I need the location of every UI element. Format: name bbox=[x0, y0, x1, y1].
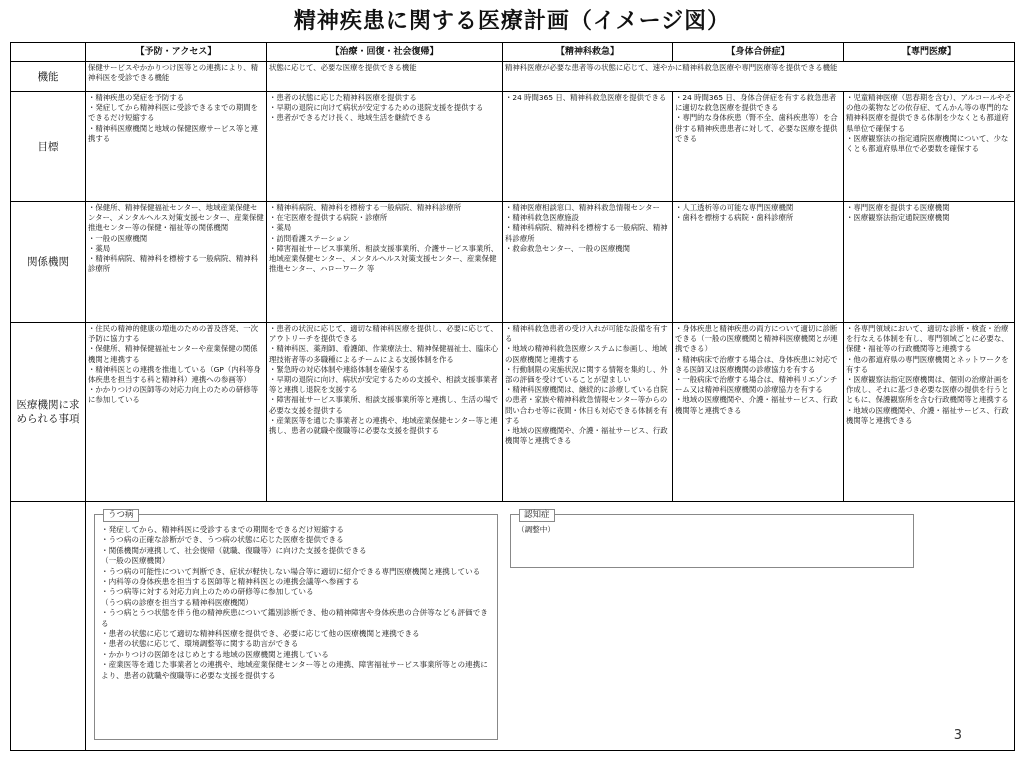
list-item: ・24 時間365 日、身体合併症を有する救急患者に適切な救急医療を提供できる bbox=[675, 93, 837, 113]
list-item: ・精神医療相談窓口、精神科救急情報センター bbox=[505, 203, 660, 212]
row-label-organizations: 関係機関 bbox=[11, 202, 86, 323]
cell-goal-emergency bbox=[503, 92, 673, 202]
list-item: ・早期の退院に向けて病状が安定するための退院支援を提供する bbox=[269, 103, 484, 113]
list-item: ・かかりつけの医師等の対応力向上のための研修等に参加している bbox=[88, 385, 258, 405]
depression-box bbox=[94, 510, 498, 740]
cell-req-emergency bbox=[503, 323, 673, 502]
list-item: ・精神科病院、精神科を標榜する一般病院、精神科診療所 bbox=[88, 254, 258, 274]
list-item: ・精神科医との連携を推進している（GP（内科等身体疾患を担当する科と精神科）連携への参画等） bbox=[88, 364, 261, 385]
list-item: ・24 時間365 日、精神科救急医療を提供できる bbox=[505, 93, 667, 102]
list-item: ・発症してから精神科医に受診できるまでの期間をできるだけ短縮する bbox=[88, 103, 258, 123]
list-item: ・児童精神医療（思春期を含む）、アルコールやその他の薬物などの依存症、てんかん等の専門的な精神科医療を提供できる体制を少なくとも都道府県単位で確保する bbox=[846, 93, 1012, 133]
cell-req-prevention bbox=[86, 323, 267, 502]
medical-plan-table bbox=[10, 42, 1015, 751]
cell-req-treatment bbox=[267, 323, 503, 502]
cell-goal-prevention bbox=[86, 92, 267, 202]
row-label-goal: 目標 bbox=[11, 92, 86, 202]
cell-goal-comorbidity bbox=[673, 92, 844, 202]
list-item: （調整中） bbox=[517, 525, 555, 534]
cell-org-prevention bbox=[86, 202, 267, 323]
page-number: 3 bbox=[953, 728, 962, 743]
list-item: ・精神科医療機関と地域の保健医療サービス等と連携する bbox=[88, 123, 258, 143]
cell-org-specialized bbox=[844, 202, 1015, 323]
list-item: ・早期の退院に向け、病状が安定するための支援や、相談支援事業者等と連携し退院を支援する bbox=[269, 375, 498, 395]
list-item: ・薬局 bbox=[269, 223, 292, 233]
list-item: ・患者の状態に応じて適切な精神科医療を提供でき、必要に応じて他の医療機関と連携できる bbox=[101, 629, 420, 639]
row-function bbox=[11, 62, 1015, 92]
header-corner bbox=[11, 43, 86, 62]
list-item: ・精神科病院、精神科を標榜する一般病院、精神科診療所 bbox=[269, 203, 462, 212]
list-item: ・専門的な身体疾患（腎不全、歯科疾患等）を合併する精神疾患患者に対して、必要な医療を提供できる bbox=[675, 113, 838, 143]
row-label-function: 機能 bbox=[11, 62, 86, 92]
list-item: ・一般病床で治療する場合は、精神科リエゾンチーム又は精神科医療機関の診療協力を有する bbox=[675, 375, 838, 395]
list-item: ・在宅医療を提供する病院・診療所 bbox=[269, 213, 388, 223]
list-item: ・患者ができるだけ長く、地域生活を継続できる bbox=[269, 113, 432, 123]
list-item: ・うつ病等に対する対応力向上のための研修等に参加している bbox=[101, 587, 314, 597]
row-label-empty bbox=[11, 502, 86, 751]
list-item: （うつ病の診療を担当する精神科医療機関） bbox=[101, 597, 253, 607]
row-requirements bbox=[11, 323, 1015, 502]
cell-org-emergency bbox=[503, 202, 673, 323]
row-organizations bbox=[11, 202, 1015, 323]
list-item: ・各専門領域において、適切な診断・検査・治療を行なえる体制を有し、専門領域ごとに必要な、保健・福祉等の行政機関等と連携する bbox=[846, 324, 1009, 354]
cell-org-treatment bbox=[267, 202, 503, 323]
cell-req-comorbidity bbox=[673, 323, 844, 502]
list-item: ・緊急時の対応体制や連絡体制を確保する bbox=[269, 364, 410, 374]
list-item: ・医療観察法指定通院医療機関 bbox=[846, 213, 950, 223]
list-item: ・地域の医療機関や、介護・福祉サービス、行政機関等と連携できる bbox=[675, 395, 838, 415]
list-item: ・内科等の身体疾患を担当する医師等と精神科医との連携会議等へ参画する bbox=[101, 577, 360, 587]
list-item: （一般の医療機関） bbox=[101, 556, 170, 566]
cell-goal-treatment bbox=[267, 92, 503, 202]
list-item: ・薬局 bbox=[88, 243, 111, 253]
list-item: ・精神科救急患者の受け入れが可能な設備を有する bbox=[505, 324, 668, 344]
list-item: ・発症してから、精神科医に受診するまでの期間をできるだけ短縮する bbox=[101, 525, 344, 534]
list-item: ・患者の状態に応じて、環境調整等に関する助言ができる bbox=[101, 639, 299, 649]
cell-goal-specialized bbox=[844, 92, 1015, 202]
list-item: ・保健所、精神保健福祉センター、地域産業保健センター、メンタルヘルス対策支援センター、産業保健推進センター等の保健・福祉等の関係機関 bbox=[88, 203, 264, 233]
list-item: ・障害福祉サービス事業所、相談支援事業所、介護サービス事業所、地域産業保健センター、メンタルヘルス対策支援センター、産業保健推進センター、ハローワーク 等 bbox=[269, 243, 499, 274]
page-title: 精神疾患に関する医療計画（イメージ図） bbox=[293, 9, 731, 34]
dementia-label: 認知症 bbox=[519, 509, 555, 522]
list-item: ・関係機関が連携して、社会復帰（就職、復職等）に向けた支援を提供できる bbox=[101, 545, 367, 555]
header-emergency: 【精神科救急】 bbox=[503, 43, 673, 62]
cell-org-comorbidity bbox=[673, 202, 844, 323]
list-item: ・地域の医療機関や、介護・福祉サービス、行政機関等と連携できる bbox=[505, 426, 668, 446]
list-item: ・うつ病とうつ状態を伴う他の精神疾患について鑑別診断でき、他の精神障害や身体疾患の合併等なども評価できる bbox=[101, 608, 488, 628]
row-disease-specific bbox=[11, 502, 1015, 751]
cell-func-treatment: 状態に応じて、必要な医療を提供できる機能 bbox=[267, 62, 503, 92]
cell-func-emergency-specialized: 精神科医療が必要な患者等の状態に応じて、速やかに精神科救急医療や専門医療等を提供できる機能 bbox=[503, 62, 1015, 92]
cell-func-prevention: 保健サービスやかかりつけ医等との連携により、精神科医を受診できる機能 bbox=[86, 62, 267, 92]
list-item: ・精神科救急医療施設 bbox=[505, 213, 579, 223]
row-label-requirements: 医療機関に求められる事項 bbox=[11, 323, 86, 502]
list-item: ・産業医等を通じた事業者との連携や、地域産業保健センター等と連携し、患者の就職や復職等に必要な支援を提供する bbox=[269, 415, 498, 436]
header-row bbox=[11, 43, 1015, 62]
row-goal bbox=[11, 92, 1015, 202]
list-item: ・精神科医、薬剤師、看護師、作業療法士、精神保健福祉士、臨床心理技術者等の多職種によるチームによる支援体制を作る bbox=[269, 344, 499, 364]
list-item: ・身体疾患と精神疾患の両方について適切に診断できる（一般の医療機関と精神科医療機関とが連携できる） bbox=[675, 324, 838, 354]
list-item: ・人工透析等の可能な専門医療機関 bbox=[675, 203, 794, 212]
list-item: ・訪問看護ステーション bbox=[269, 233, 350, 243]
list-item: ・産業医等を通じた事業者との連携や、地域産業保健センター等との連携、障害福祉サービス事業所等との連携により、患者の就職や復職等に必要な支援を提供する bbox=[101, 660, 488, 680]
dementia-box bbox=[510, 510, 914, 568]
list-item: ・患者の状況に応じて、適切な精神科医療を提供し、必要に応じて、アウトリーチを提供できる bbox=[269, 324, 498, 344]
list-item: ・精神科病院、精神科を標榜する一般病院、精神科診療所 bbox=[505, 223, 668, 243]
header-specialized: 【専門医療】 bbox=[844, 43, 1015, 62]
list-item: ・患者の状態に応じた精神科医療を提供する bbox=[269, 93, 417, 102]
list-item: ・うつ病の可能性について判断でき、症状が軽快しない場合等に適切に紹介できる専門医療機関と連携している bbox=[101, 566, 481, 576]
header-comorbidity: 【身体合併症】 bbox=[673, 43, 844, 62]
list-item: ・一般の医療機関 bbox=[88, 233, 148, 243]
list-item: ・専門医療を提供する医療機関 bbox=[846, 203, 950, 212]
list-item: ・保健所、精神保健福祉センターや産業保健の関係機関と連携する bbox=[88, 344, 258, 364]
list-item: ・歯科を標榜する病院・歯科診療所 bbox=[675, 213, 794, 223]
disease-specific-area bbox=[86, 502, 1015, 751]
list-item: ・かかりつけの医師をはじめとする地域の医療機関と連携している bbox=[101, 649, 329, 659]
header-treatment: 【治療・回復・社会復帰】 bbox=[267, 43, 503, 62]
list-item: ・地域の医療機関や、介護・福祉サービス、行政機関等と連携できる bbox=[846, 405, 1009, 425]
list-item: ・行動制限の実施状況に関する情報を集約し、外部の評価を受けていることが望ましい bbox=[505, 364, 668, 385]
list-item: ・地域の精神科救急医療システムに参画し、地域の医療機関と連携する bbox=[505, 344, 667, 364]
list-item: ・精神科医療機関は、継続的に診療している自院の患者・家族や精神科救急情報センター等からの問い合わせ等に夜間・休日も対応できる体制を有する bbox=[505, 385, 668, 425]
list-item: ・住民の精神的健康の増進のための普及啓発、一次予防に協力する bbox=[88, 324, 258, 344]
list-item: ・障害福祉サービス事業所、相談支援事業所等と連携し、生活の場で必要な支援を提供する bbox=[269, 395, 499, 415]
dementia-items bbox=[511, 515, 913, 537]
list-item: ・他の都道府県の専門医療機関とネットワークを有する bbox=[846, 354, 1009, 374]
list-item: ・医療観察法の指定通院医療機関について、少なくとも都道府県単位で必要数を確保する bbox=[846, 133, 1009, 154]
list-item: ・うつ病の正確な診断ができ、うつ病の状態に応じた医療を提供できる bbox=[101, 535, 344, 545]
depression-label: うつ病 bbox=[103, 509, 139, 522]
cell-req-specialized bbox=[844, 323, 1015, 502]
header-prevention: 【予防・アクセス】 bbox=[86, 43, 267, 62]
list-item: ・救命救急センター、一般の医療機関 bbox=[505, 243, 631, 253]
list-item: ・精神病床で治療する場合は、身体疾患に対応できる医師又は医療機関の診療協力を有する bbox=[675, 354, 838, 374]
list-item: ・医療観察法指定医療機関は、個別の治療計画を作成し、それに基づき必要な医療の提供を行うとともに、保護観察所を含む行政機関等と連携する bbox=[846, 375, 1009, 405]
list-item: ・精神疾患の発症を予防する bbox=[88, 93, 185, 102]
depression-items bbox=[95, 515, 497, 683]
